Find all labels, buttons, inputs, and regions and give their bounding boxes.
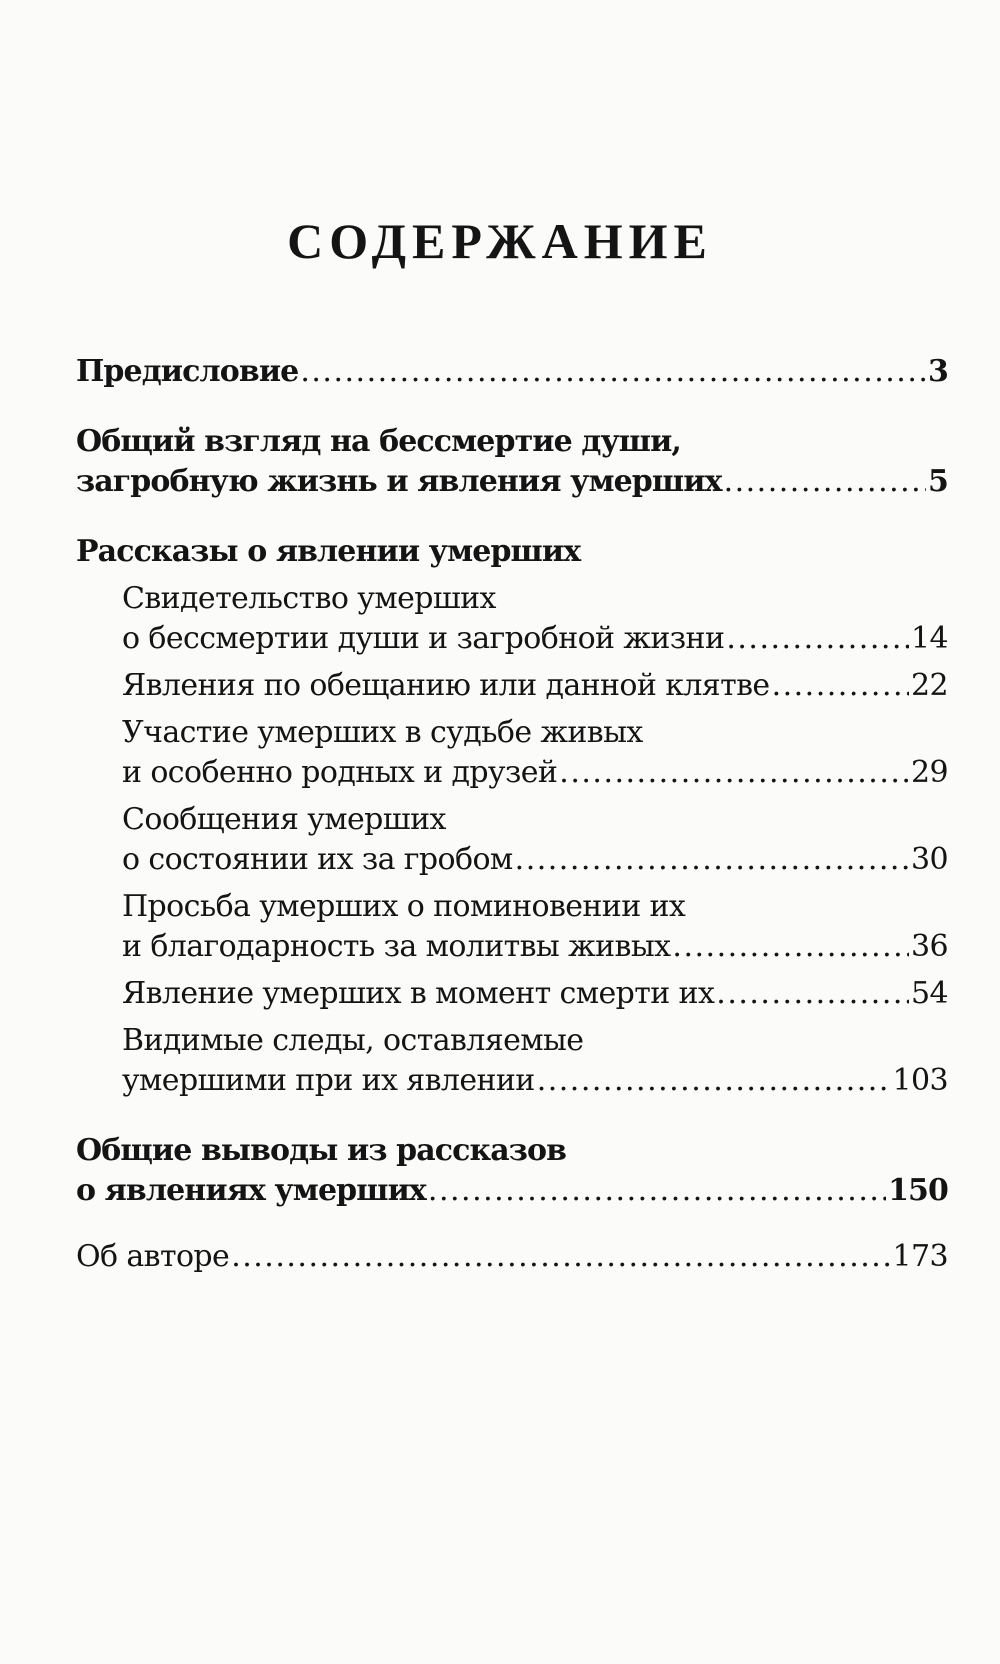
dot-leader: [672, 927, 909, 967]
dot-leader: [231, 1237, 890, 1277]
dot-leader: [559, 753, 909, 793]
toc-page-number: 14: [911, 621, 948, 656]
toc-entry-title-cont: умершими при их явлении: [122, 1063, 535, 1098]
toc-entry-testimony[interactable]: [76, 579, 948, 659]
dot-leader: [724, 462, 926, 502]
toc-entry-title: Общий взгляд на бессмертие души,: [76, 424, 681, 459]
toc-entry-title: Сообщения умерших: [122, 802, 446, 837]
toc-page-number: 173: [892, 1239, 948, 1274]
toc-entry-title-cont: и особенно родных и друзей: [122, 755, 558, 790]
toc-page-number: 103: [892, 1063, 948, 1098]
page-title: СОДЕРЖАНИЕ: [287, 213, 713, 269]
toc-entry-conclusions[interactable]: [76, 1131, 948, 1211]
toc-page-number: 22: [911, 668, 948, 703]
toc-entry-title: Свидетельство умерших: [122, 581, 496, 616]
toc-entry-title: Просьба умерших о поминовении их: [122, 889, 686, 924]
toc-entry-general-view[interactable]: [76, 422, 948, 502]
dot-leader: [726, 619, 909, 659]
toc-page-number: 30: [911, 842, 948, 877]
toc-section-title: Рассказы о явлении умерших: [76, 534, 581, 569]
dot-leader: [428, 1171, 886, 1211]
toc-page-number: 36: [911, 929, 948, 964]
dot-leader: [537, 1061, 891, 1101]
toc-entry-moment-of-death[interactable]: [76, 974, 948, 1014]
toc-entry-title: Видимые следы, оставляемые: [122, 1023, 584, 1058]
toc-page-number: 5: [928, 464, 948, 499]
toc-entry-title-cont: о явлениях умерших: [76, 1173, 426, 1208]
toc-entry-promise[interactable]: [76, 666, 948, 706]
toc-entry-about-author[interactable]: [76, 1237, 948, 1277]
toc-entry-participation[interactable]: [76, 713, 948, 793]
toc-entry-title: Явление умерших в момент смерти их: [122, 976, 715, 1011]
toc-entry-request[interactable]: [76, 887, 948, 967]
toc-entry-title-cont: о состоянии их за гробом: [122, 842, 513, 877]
dot-leader: [300, 352, 926, 392]
toc-entry-title: Предисловие: [76, 354, 299, 389]
dot-leader: [772, 666, 909, 706]
dot-leader: [515, 840, 909, 880]
toc-entry-title: Явления по обещанию или данной клятве: [122, 668, 770, 703]
toc-page-number: 54: [911, 976, 948, 1011]
toc-entry-visible-traces[interactable]: [76, 1021, 948, 1101]
toc-entry-title-cont: о бессмертии души и загробной жизни: [122, 621, 725, 656]
table-of-contents: [76, 352, 948, 1277]
dot-leader: [716, 974, 909, 1014]
toc-entry-messages[interactable]: [76, 800, 948, 880]
toc-entry-title-cont: и благодарность за молитвы живых: [122, 929, 671, 964]
toc-entry-preface[interactable]: [76, 352, 948, 392]
toc-page-number: 29: [911, 755, 948, 790]
toc-page-number: 3: [928, 354, 948, 389]
toc-entry-title-cont: загробную жизнь и явления умерших: [76, 464, 722, 499]
toc-entry-title: Общие выводы из рассказов: [76, 1133, 567, 1168]
toc-entry-title: Об авторе: [76, 1239, 230, 1274]
toc-section-stories: [76, 532, 948, 572]
toc-entry-title: Участие умерших в судьбе живых: [122, 715, 643, 750]
toc-page-number: 150: [888, 1173, 948, 1208]
